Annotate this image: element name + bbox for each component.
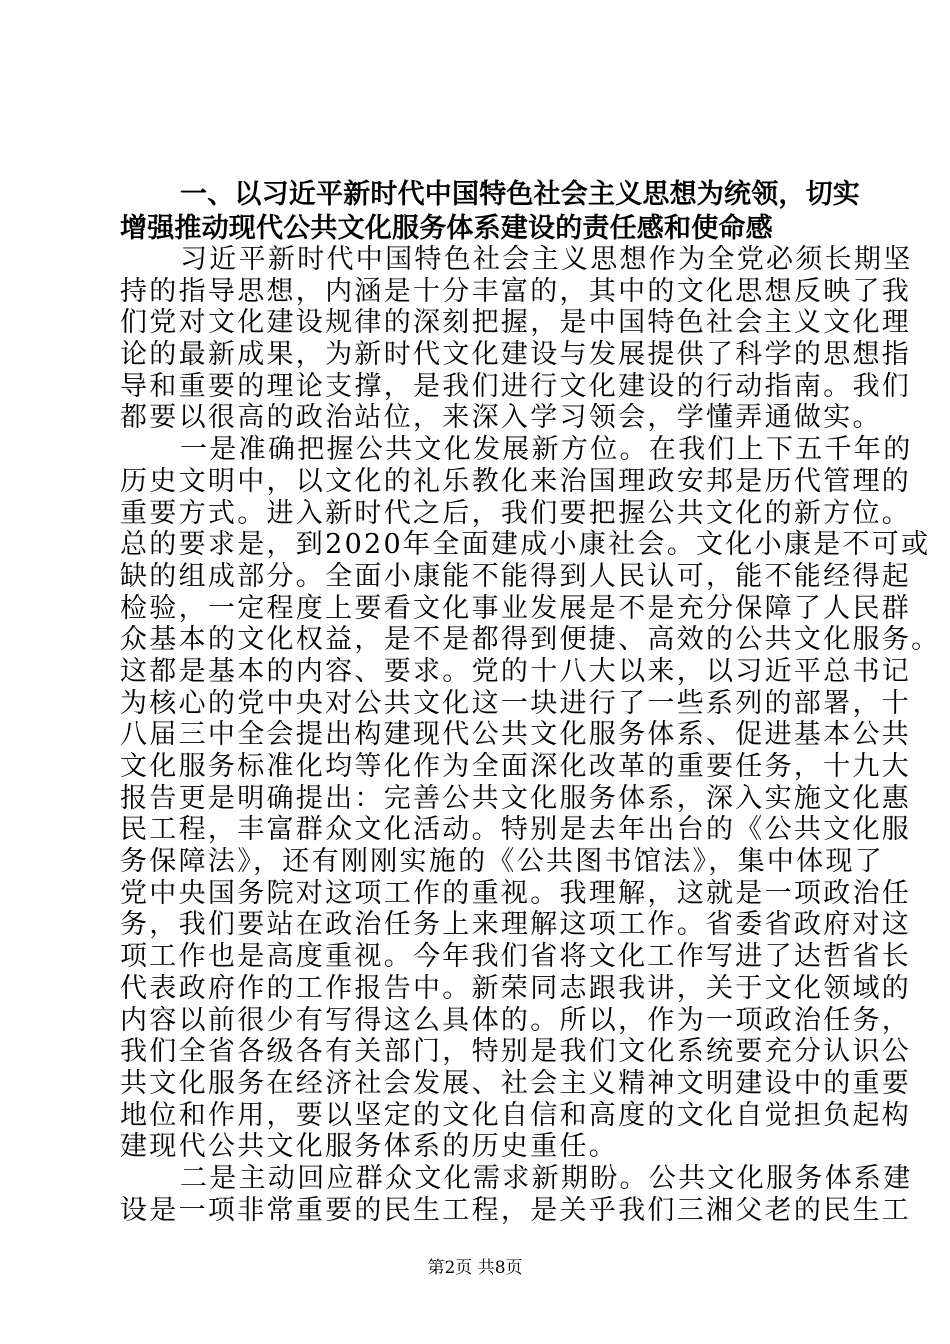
paragraph-1-line: 都要以很高的政治站位，来深入学习领会，学懂弄通做实。 <box>120 402 882 434</box>
paragraph-2-line: 为核心的党中央对公共文化这一块进行了一些系列的部署，十 <box>120 687 912 719</box>
heading-line-1: 一、以习近平新时代中国特色社会主义思想为统领，切实 <box>180 179 860 210</box>
paragraph-2-line: 代表政府作的工作报告中。新荣同志跟我讲，关于文化领域的 <box>120 972 912 1004</box>
paragraph-2-line: 党中央国务院对这项工作的重视。我理解，这就是一项政治任 <box>120 877 912 909</box>
paragraph-2-line: 内容以前很少有写得这么具体的。所以，作为一项政治任务， <box>120 1004 912 1036</box>
paragraph-1-line: 论的最新成果，为新时代文化建设与发展提供了科学的思想指 <box>120 339 912 371</box>
paragraph-1-line: 们党对文化建设规律的深刻把握，是中国特色社会主义文化理 <box>120 307 912 339</box>
paragraph-2-line: 总的要求是，到2020年全面建成小康社会。文化小康是不可或 <box>120 529 931 561</box>
paragraph-2-line: 检验，一定程度上要看文化事业发展是不是充分保障了人民群 <box>120 592 912 624</box>
paragraph-2-line: 八届三中全会提出构建现代公共文化服务体系、促进基本公共 <box>120 719 912 751</box>
section-heading <box>120 178 860 246</box>
paragraph-2-line: 这都是基本的内容、要求。党的十八大以来，以习近平总书记 <box>120 655 912 687</box>
paragraph-2-line: 共文化服务在经济社会发展、社会主义精神文明建设中的重要 <box>120 1067 912 1099</box>
paragraph-2-line: 历史文明中，以文化的礼乐教化来治国理政安邦是历代管理的 <box>120 465 912 497</box>
paragraph-2-line: 重要方式。进入新时代之后，我们要把握公共文化的新方位。 <box>120 497 912 529</box>
page-number-footer: 第2页 共8页 <box>427 1258 523 1278</box>
paragraph-2-line: 地位和作用，要以坚定的文化自信和高度的文化自觉担负起构 <box>120 1099 912 1131</box>
paragraph-1-line: 持的指导思想，内涵是十分丰富的，其中的文化思想反映了我 <box>120 275 912 307</box>
paragraph-2-line: 项工作也是高度重视。今年我们省将文化工作写进了达哲省长 <box>120 941 912 973</box>
paragraph-2-line: 务保障法》，还有刚刚实施的《公共图书馆法》，集中体现了 <box>120 846 885 878</box>
paragraph-2-line: 我们全省各级各有关部门，特别是我们文化系统要充分认识公 <box>120 1036 912 1068</box>
paragraph-2-line: 缺的组成部分。全面小康能不能得到人民认可，能不能经得起 <box>120 560 912 592</box>
paragraph-2-line: 务，我们要站在政治任务上来理解这项工作。省委省政府对这 <box>120 909 912 941</box>
paragraph-2-line: 众基本的文化权益，是不是都得到便捷、高效的公共文化服务。 <box>120 624 941 656</box>
paragraph-2-line: 报告更是明确提出：完善公共文化服务体系，深入实施文化惠 <box>120 782 912 814</box>
paragraph-2-line: 民工程，丰富群众文化活动。特别是去年出台的《公共文化服 <box>120 814 912 846</box>
paragraph-1-line: 习近平新时代中国特色社会主义思想作为全党必须长期坚 <box>180 244 913 275</box>
body-text <box>120 244 941 1226</box>
paragraph-2-line: 一是准确把握公共文化发展新方位。在我们上下五千年的 <box>180 434 913 466</box>
paragraph-2-line: 建现代公共文化服务体系的历史重任。 <box>120 1131 619 1163</box>
heading-line-2: 增强推动现代公共文化服务体系建设的责任感和使命感 <box>120 213 773 244</box>
paragraph-2-line: 文化服务标准化均等化作为全面深化改革的重要任务，十九大 <box>120 751 912 782</box>
paragraph-1-line: 导和重要的理论支撑，是我们进行文化建设的行动指南。我们 <box>120 370 912 402</box>
paragraph-3-line: 设是一项非常重要的民生工程，是关乎我们三湘父老的民生工 <box>120 1194 912 1226</box>
paragraph-3-line: 二是主动回应群众文化需求新期盼。公共文化服务体系建 <box>180 1162 913 1194</box>
